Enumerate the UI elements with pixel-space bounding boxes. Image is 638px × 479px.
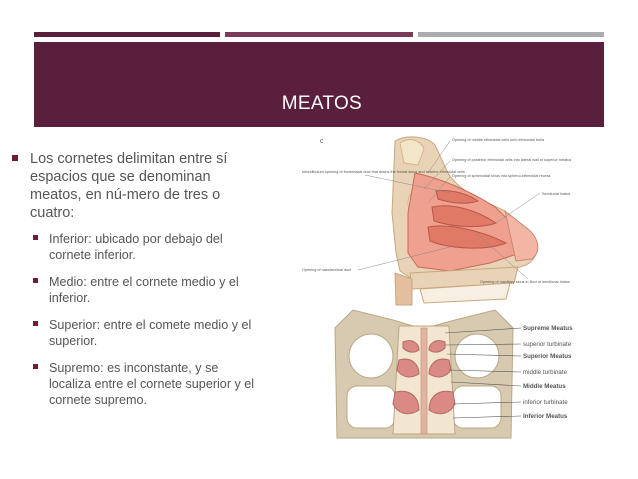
figure-label: superior turbinate: [523, 341, 572, 348]
list-item-text: Inferior: ubicado por debajo del cornete inferior.: [49, 232, 223, 262]
list-item-text: Superior: entre el comete medio y el superior.: [49, 318, 252, 348]
list-item-inferior: [10, 231, 260, 263]
square-bullet-icon: [33, 364, 38, 369]
list-item-main: [10, 150, 260, 222]
coronal-illustration: [333, 308, 613, 443]
figure-label: Infundibulum opening of frontonasal duct that drains the frontal sinus and anterior ethmoidal cells: [302, 170, 465, 174]
figure-label: Supreme Meatus: [523, 325, 573, 332]
figure-label: Semilunar hiatus: [542, 192, 571, 196]
list-item-text: Medio: entre el cornete medio y el inferior.: [49, 275, 239, 305]
square-bullet-icon: [33, 278, 38, 283]
sagittal-illustration: [300, 133, 610, 308]
figure-label: inferior turbinate: [523, 399, 568, 406]
title-banner: [34, 42, 604, 127]
nasal-cavity-coronal-figure: [333, 308, 613, 443]
list-item-medio: [10, 274, 260, 306]
square-bullet-icon: [33, 321, 38, 326]
figure-label: Opening of maxillary sinus in floor of semilunar hiatus: [480, 280, 570, 284]
list-item-superior: [10, 317, 260, 349]
figure-label: Middle Meatus: [523, 383, 566, 390]
figure-label: Opening of sphenoidal sinus into spheno-ethmoidal recess: [452, 174, 551, 178]
header-accent-bar-1: [34, 32, 220, 37]
bullet-list: [10, 150, 260, 419]
list-item-text: Los cornetes delimitan entre sí espacios que se denominan meatos, en nú-mero de tres o cuatro:: [30, 151, 228, 221]
figure-label: Opening of posterior ethmoidal cells into lateral wall of superior meatus: [452, 158, 572, 162]
figure-label: Opening of middle ethmoidal cells onto ethmoidal bulla: [452, 138, 545, 142]
square-bullet-icon: [33, 235, 38, 240]
square-bullet-icon: [12, 155, 18, 161]
header-accent-bar-2: [225, 32, 413, 37]
header-accent-bar-3: [418, 32, 604, 37]
figure-label: middle turbinate: [523, 369, 568, 376]
slide-title: MEATOS: [281, 93, 362, 114]
figure-label: Opening of nasolacrimal duct: [302, 268, 352, 272]
list-item-text: Supremo: es inconstante, y se localiza entre el cornete superior y el cornete supremo.: [49, 361, 255, 407]
panel-letter: c: [320, 138, 324, 145]
list-item-supremo: [10, 360, 260, 408]
figure-label: Inferior Meatus: [523, 413, 568, 420]
nasal-cavity-sagittal-figure: [300, 133, 610, 308]
figure-label: Superior Meatus: [523, 353, 572, 360]
